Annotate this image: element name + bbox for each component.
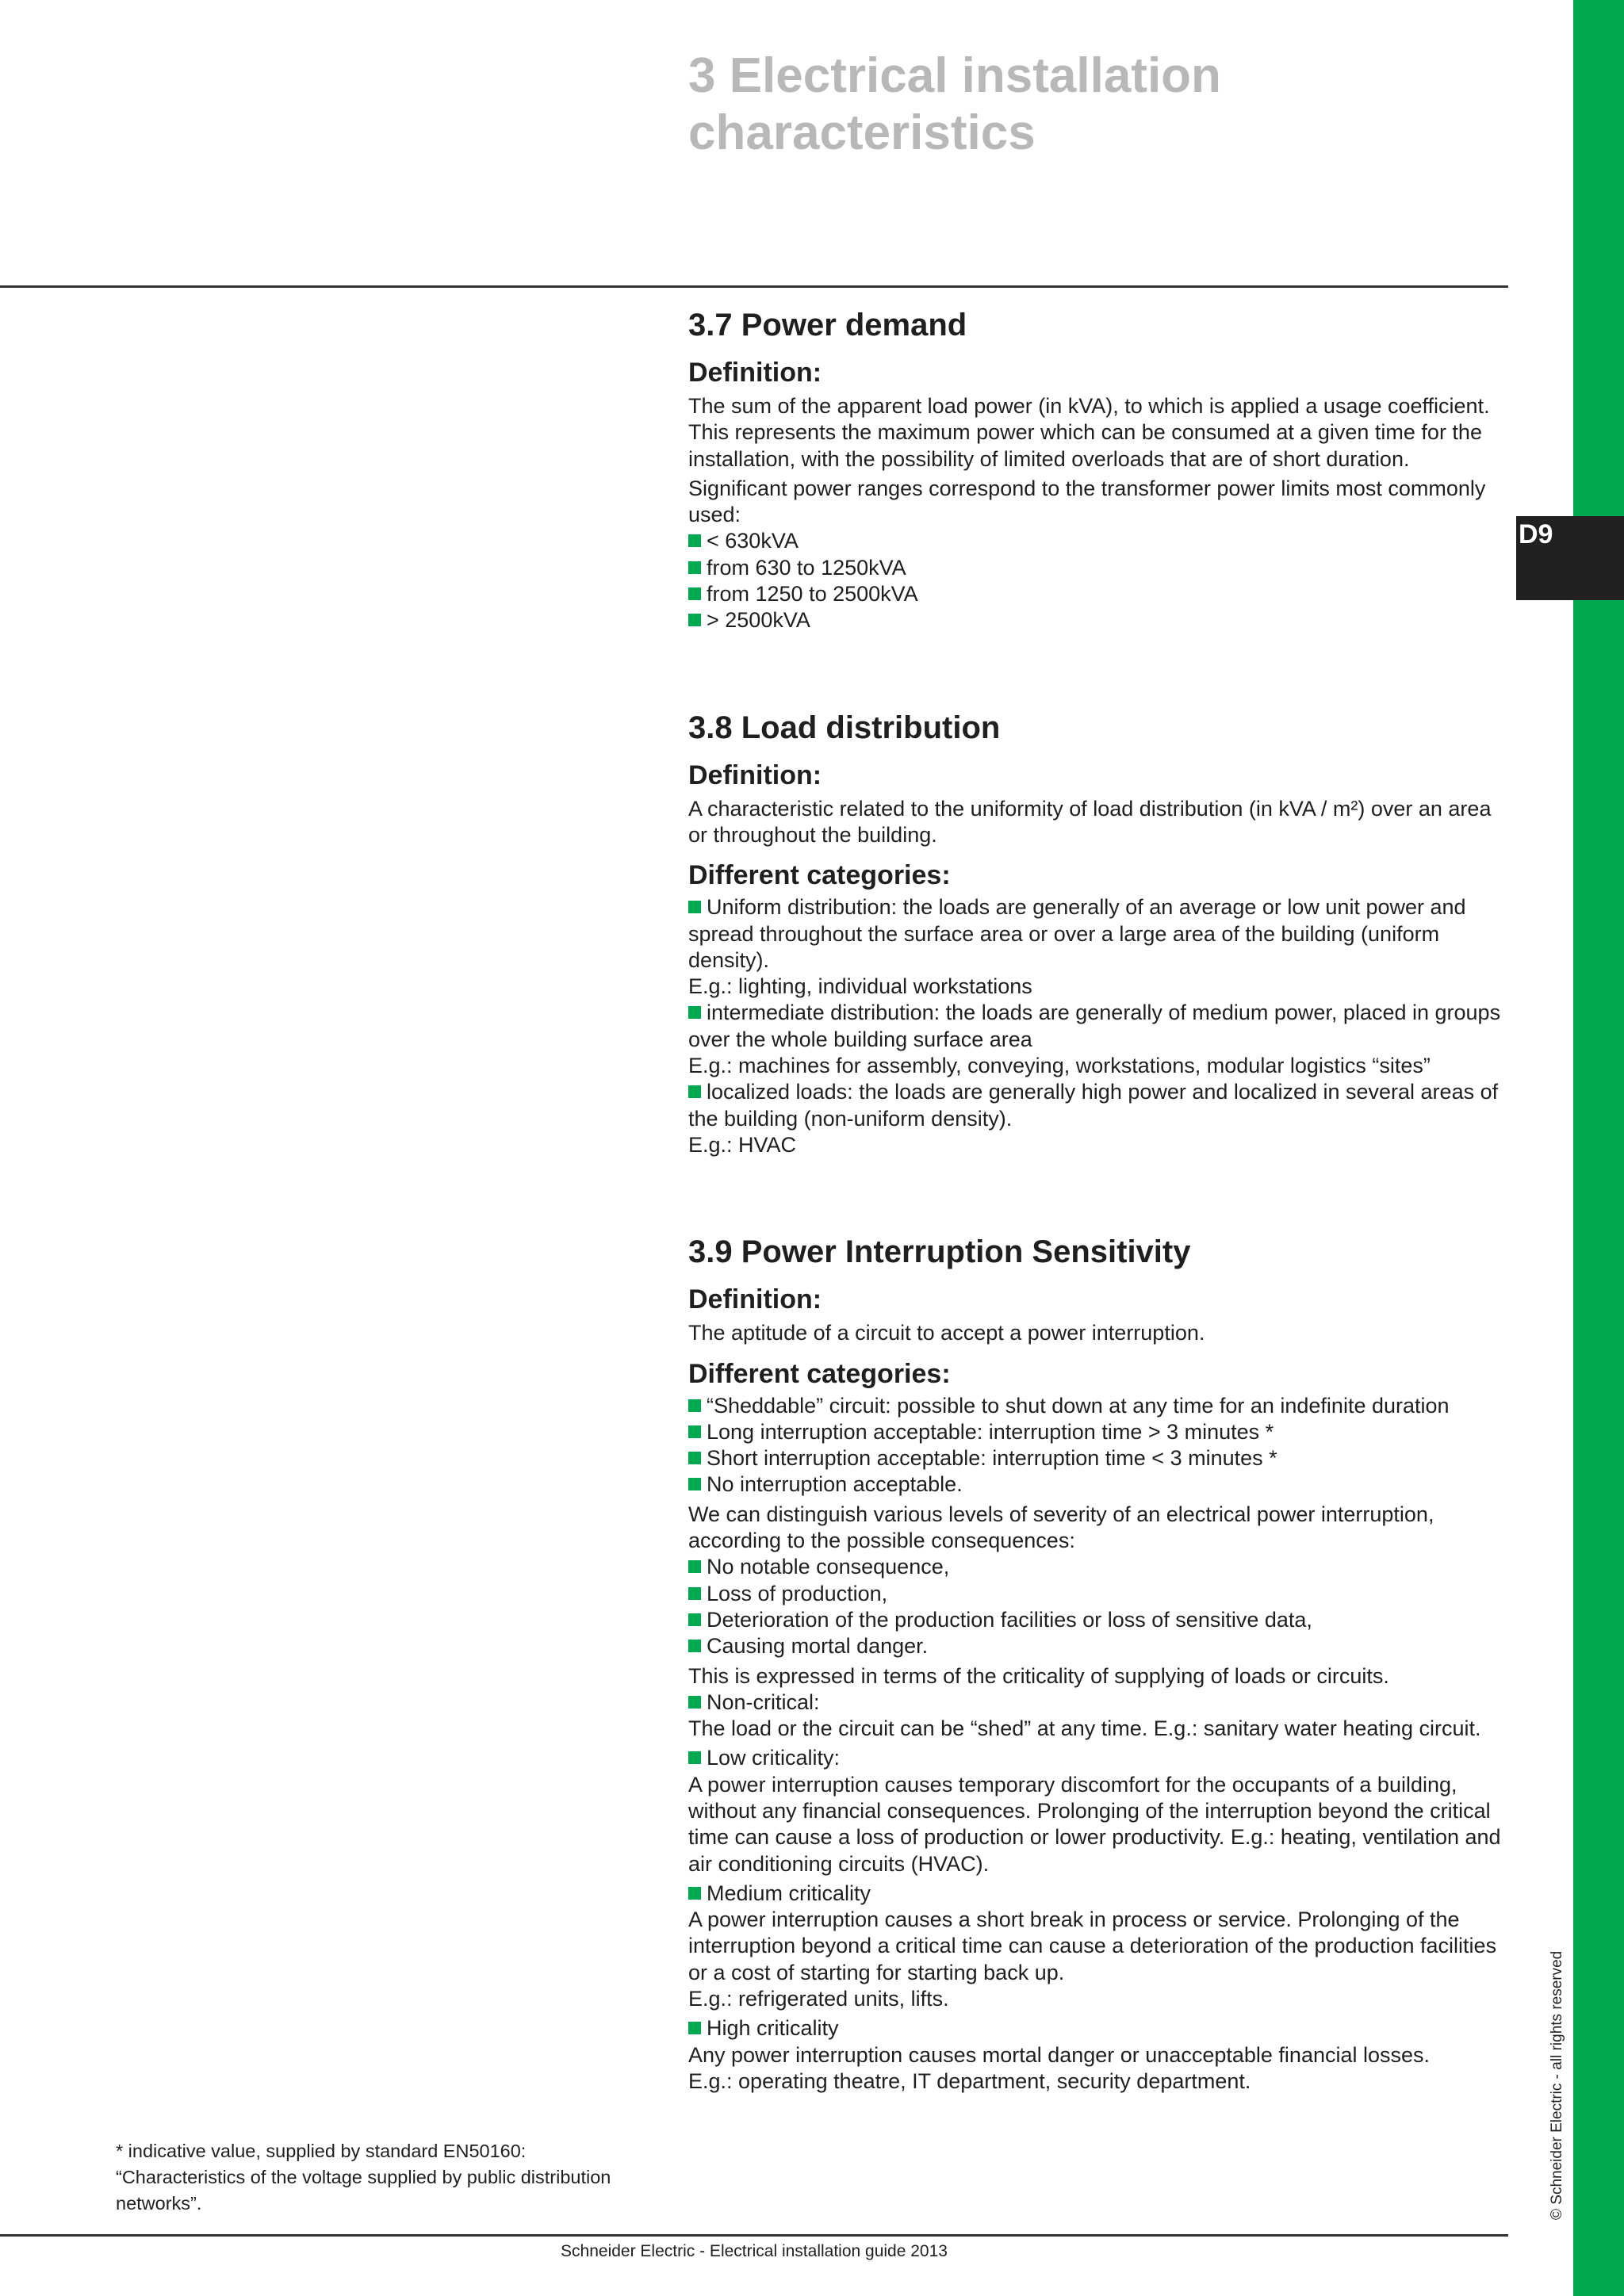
section-gap — [688, 1158, 1513, 1228]
subheading: Different categories: — [688, 1358, 951, 1389]
bullet-item — [688, 1607, 1513, 1633]
bullet-item — [688, 1471, 1513, 1498]
bullet-text: < 630kVA — [707, 529, 799, 553]
bullet-item — [688, 607, 1513, 633]
bullet-text: Short interruption acceptable: interruption time < 3 minutes * — [707, 1446, 1277, 1471]
bullet-square-icon — [688, 1887, 701, 1900]
bullet-square-icon — [688, 534, 701, 547]
bullet-square-icon — [688, 614, 701, 626]
bullet-square-icon — [688, 901, 701, 913]
copyright-notice: © Schneider Electric - all rights reserved — [1549, 1950, 1565, 2220]
bullet-text: from 630 to 1250kVA — [707, 555, 906, 580]
bullet-item — [688, 1881, 1513, 1907]
bullet-text: Non-critical: — [707, 1689, 820, 1714]
bullet-square-icon — [688, 1696, 701, 1709]
bullet-square-icon — [688, 1587, 701, 1600]
main-content — [688, 301, 1513, 2095]
bullet-item — [688, 1393, 1513, 1419]
bullet-item — [688, 1445, 1513, 1471]
text-line: E.g.: HVAC — [688, 1132, 797, 1157]
subheading: Definition: — [688, 358, 822, 388]
section — [688, 1231, 1513, 2095]
section-title: 3.9 Power Interruption Sensitivity — [688, 1234, 1191, 1270]
bullet-text: No notable consequence, — [707, 1555, 950, 1579]
text-line: E.g.: refrigerated units, lifts. — [688, 1987, 949, 2011]
bullet-item — [688, 1745, 1513, 1771]
text-line: The load or the circuit can be “shed” at any time. E.g.: sanitary water heating circuit. — [688, 1716, 1481, 1741]
bullet-item — [688, 1633, 1513, 1659]
bullet-square-icon — [688, 1452, 701, 1464]
bullet-item — [688, 581, 1513, 607]
bullet-item — [688, 1079, 1513, 1132]
text-line: Any power interruption causes mortal danger or unacceptable financial losses. — [688, 2042, 1431, 2067]
bullet-item — [688, 1689, 1513, 1716]
bullet-square-icon — [688, 587, 701, 600]
bullet-text: intermediate distribution: the loads are generally of medium power, placed in groups over the whole building surface area — [688, 1001, 1501, 1051]
bullet-item — [688, 1419, 1513, 1445]
bullet-square-icon — [688, 1640, 701, 1652]
bullet-text: Long interruption acceptable: interruption time > 3 minutes * — [707, 1419, 1274, 1444]
section — [688, 707, 1513, 1159]
text-line: A power interruption causes temporary discomfort for the occupants of a building, without any financial consequences. Prolonging of the interruption beyond the critical time can cause a loss of production or lower productivity. E.g.: heating, ventilation and air conditioning circuits (HVAC). — [688, 1772, 1501, 1876]
bullet-text: Loss of production, — [707, 1581, 888, 1605]
bullet-text: > 2500kVA — [707, 608, 810, 633]
bullet-text: from 1250 to 2500kVA — [707, 582, 918, 607]
bullet-text: High criticality — [707, 2016, 839, 2041]
text-line: E.g.: lighting, individual workstations — [688, 974, 1032, 999]
section-title: 3.7 Power demand — [688, 308, 967, 342]
chapter-title: 3 Electrical installation characteristics — [688, 48, 1221, 160]
bullet-square-icon — [688, 2022, 701, 2034]
bullet-item — [688, 2015, 1513, 2042]
bullet-item — [688, 528, 1513, 554]
bottom-divider — [0, 2234, 1508, 2237]
bullet-square-icon — [688, 1399, 701, 1412]
bullet-square-icon — [688, 1560, 701, 1573]
paragraph: Significant power ranges correspond to the transformer power limits most commonly used: — [688, 476, 1486, 527]
section — [688, 304, 1513, 634]
text-line: E.g.: operating theatre, IT department, security department. — [688, 2068, 1251, 2093]
subheading: Different categories: — [688, 860, 951, 891]
subheading: Definition: — [688, 1284, 822, 1315]
bullet-square-icon — [688, 1006, 701, 1019]
subheading: Definition: — [688, 760, 822, 790]
bullet-square-icon — [688, 1425, 701, 1438]
page-tab-label: D9 — [1519, 519, 1553, 549]
bullet-text: Deterioration of the production facilities or loss of sensitive data, — [707, 1607, 1312, 1632]
bullet-text: No interruption acceptable. — [707, 1472, 963, 1497]
bullet-item — [688, 1554, 1513, 1580]
bullet-text: Uniform distribution: the loads are generally of an average or low unit power and spread throughout the surface area or over a large area of the building (uniform density). — [688, 895, 1466, 972]
text-line: E.g.: machines for assembly, conveying, workstations, modular logistics “sites” — [688, 1054, 1431, 1078]
paragraph: A characteristic related to the uniformity of load distribution (in kVA / m²) over an area or throughout the building. — [688, 796, 1492, 847]
bullet-text: Medium criticality — [707, 1881, 871, 1905]
section-gap — [688, 634, 1513, 704]
bullet-item — [688, 555, 1513, 581]
bullet-square-icon — [688, 1478, 701, 1490]
bullet-square-icon — [688, 1751, 701, 1764]
paragraph: We can distinguish various levels of severity of an electrical power interruption, according to the possible consequences: — [688, 1502, 1434, 1553]
paragraph: This is expressed in terms of the criticality of supplying of loads or circuits. — [688, 1663, 1389, 1688]
page-tab — [1516, 516, 1624, 600]
text-line: A power interruption causes a short break in process or service. Prolonging of the interruption beyond a critical time can cause a deterioration of the production facilities or a cost of starting for starting back up. — [688, 1908, 1497, 1984]
bullet-item — [688, 1000, 1513, 1053]
footnote: * indicative value, supplied by standard EN50160: “Characteristics of the voltage supplied by public distribution networks”. — [116, 2141, 611, 2214]
bullet-text: localized loads: the loads are generally high power and localized in several areas of the building (non-uniform density). — [688, 1080, 1499, 1131]
bullet-square-icon — [688, 1613, 701, 1626]
bullet-item — [688, 1581, 1513, 1607]
bullet-square-icon — [688, 1085, 701, 1098]
top-divider — [0, 285, 1508, 288]
bullet-item — [688, 894, 1513, 974]
bullet-text: Causing mortal danger. — [707, 1634, 929, 1659]
bullet-text: “Sheddable” circuit: possible to shut down at any time for an indefinite duration — [707, 1393, 1450, 1418]
bullet-text: Low criticality: — [707, 1746, 841, 1770]
bullet-square-icon — [688, 561, 701, 574]
section-title: 3.8 Load distribution — [688, 710, 1001, 745]
paragraph: The aptitude of a circuit to accept a power interruption. — [688, 1321, 1205, 1345]
paragraph: The sum of the apparent load power (in kVA), to which is applied a usage coefficient. This represents the maximum power which can be consumed at a given time for the installation, with the possibility of limited overloads that are of short duration. — [688, 394, 1490, 471]
page-footer: Schneider Electric - Electrical installation guide 2013 — [561, 2242, 948, 2260]
green-margin-bar — [1573, 0, 1624, 2296]
